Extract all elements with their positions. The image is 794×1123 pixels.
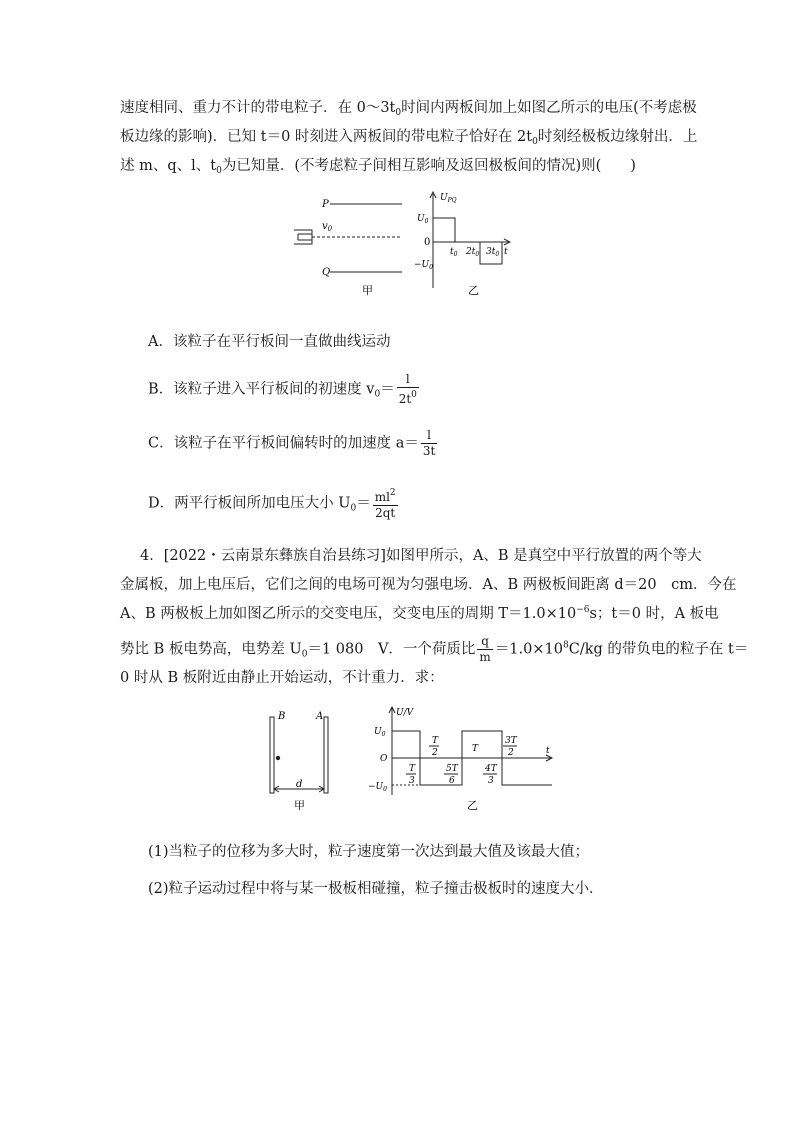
svg-text:2t0: $2t_0$ <box>466 247 480 258</box>
svg-text:A: A <box>316 711 324 722</box>
option-b[interactable]: B．该粒子进入平行板间的初速度 $v_0=$ $\frac{l}{2t^0}$ <box>148 372 417 406</box>
fig-jia-label: 甲 <box>362 284 373 297</box>
fig-yi-label: 乙 <box>468 284 479 297</box>
svg-text:3t0: $3t_0$ <box>486 247 500 258</box>
svg-text:t0: $t_0$ <box>450 247 458 258</box>
voltage-waveform <box>433 218 502 264</box>
plate-b <box>270 717 274 793</box>
q3-figure <box>290 188 520 300</box>
q4-line-4: 势比 B 板电势高，电势差 $U_0=1$ 080 V．一个荷质比 $\frac{q}{m}$ $=1.0\times 10^8C/kg$ 的带负电的粒子在 t＝ <box>120 634 749 664</box>
svg-text:UPQ: $U_{PQ}$ <box>440 193 457 204</box>
svg-text:O: O <box>380 754 388 764</box>
svg-text:T: T <box>472 744 479 754</box>
svg-text:3: 3 <box>409 776 415 786</box>
option-d-fraction: $\frac{ml^2}{2qt}$ <box>374 488 396 520</box>
svg-text:5T: 5T <box>446 764 458 774</box>
q4-sub-question-1: (1)当粒子的位移为多大时，粒子速度第一次达到最大值及该最大值； <box>148 844 590 860</box>
svg-text:3T: 3T <box>505 736 517 746</box>
q3-intro-line-2: 板边缘的影响)．已知 t＝0 时刻进入两板间的带电粒子恰好在 $2t_0$时刻经极板边缘射出．上 <box>120 129 698 147</box>
option-c[interactable]: C．该粒子在平行板间偏转时的加速度 a＝ $\frac{l}{3t}$ <box>148 428 436 458</box>
option-a[interactable]: A．该粒子在平行板间一直做曲线运动 <box>148 334 391 350</box>
fig4-yi-label: 乙 <box>467 799 478 812</box>
svg-text:d: d <box>296 779 303 790</box>
q3-intro-line-1: 速度相同、重力不计的带电粒子．在 $0\sim 3t_0$时间内两板间加上如图乙所示的电压(不考虑极 <box>120 100 697 118</box>
option-d[interactable]: D．两平行板间所加电压大小 $U_0=$ $\frac{ml^2}{2qt}$ <box>148 488 396 520</box>
q4-sub-question-2: (2)粒子运动过程中将与某一极板相碰撞，粒子撞击极板时的速度大小． <box>148 881 604 897</box>
option-c-fraction: $\frac{l}{3t}$ <box>422 428 436 458</box>
svg-text:t: t <box>504 247 508 257</box>
svg-text:U0: $U_0$ <box>374 727 386 738</box>
svg-text:2: 2 <box>432 748 438 758</box>
svg-text:T: T <box>409 764 416 774</box>
label-v0: $v_0$ <box>322 221 333 233</box>
particle <box>276 756 280 760</box>
svg-text:3: 3 <box>488 776 494 786</box>
label-p: P <box>322 199 329 210</box>
svg-text:T: T <box>432 736 439 746</box>
q4-line-1: 4．[2022・云南景东彝族自治县练习]如图甲所示，A、B 是真空中平行放置的两个等大 <box>140 548 702 564</box>
svg-text:−U0: $-U_0$ <box>414 260 433 271</box>
q3-intro-line-3: 述 m、q、l、$t_0$为已知量．(不考虑粒子间相互影响及返回极板间的情况)则( ) <box>120 158 636 176</box>
plate-a <box>324 717 328 793</box>
svg-text:2: 2 <box>508 748 514 758</box>
svg-text:6: 6 <box>449 776 455 786</box>
q4-line-2: 金属板，加上电压后，它们之间的电场可视为匀强电场．A、B 两极板间距离 d＝20 cm．今在 <box>120 577 737 593</box>
svg-text:U0: $U_0$ <box>417 214 429 225</box>
svg-text:0: 0 <box>424 237 431 248</box>
label-q: Q <box>322 267 331 278</box>
charge-mass-fraction: $\frac{q}{m}$ <box>479 634 491 664</box>
particle-source <box>294 230 312 244</box>
svg-text:4T: 4T <box>485 764 497 774</box>
svg-text:B: B <box>278 711 286 722</box>
q4-figure <box>262 703 562 815</box>
svg-text:U/V: U/V <box>396 708 414 718</box>
fig4-jia-label: 甲 <box>294 799 305 812</box>
option-b-fraction: $\frac{l}{2t^0}$ <box>398 372 417 406</box>
q4-line-3: A、B 两极板上加如图乙所示的交变电压，交变电压的周期 $T=1.0\times 10^{-6}s$；t＝0 时，A 板电 <box>120 605 719 622</box>
svg-text:t: t <box>546 746 550 756</box>
q4-line-5: 0 时从 B 板附近由静止开始运动，不计重力．求： <box>120 670 444 686</box>
svg-text:−U0: $-U_0$ <box>368 782 387 793</box>
